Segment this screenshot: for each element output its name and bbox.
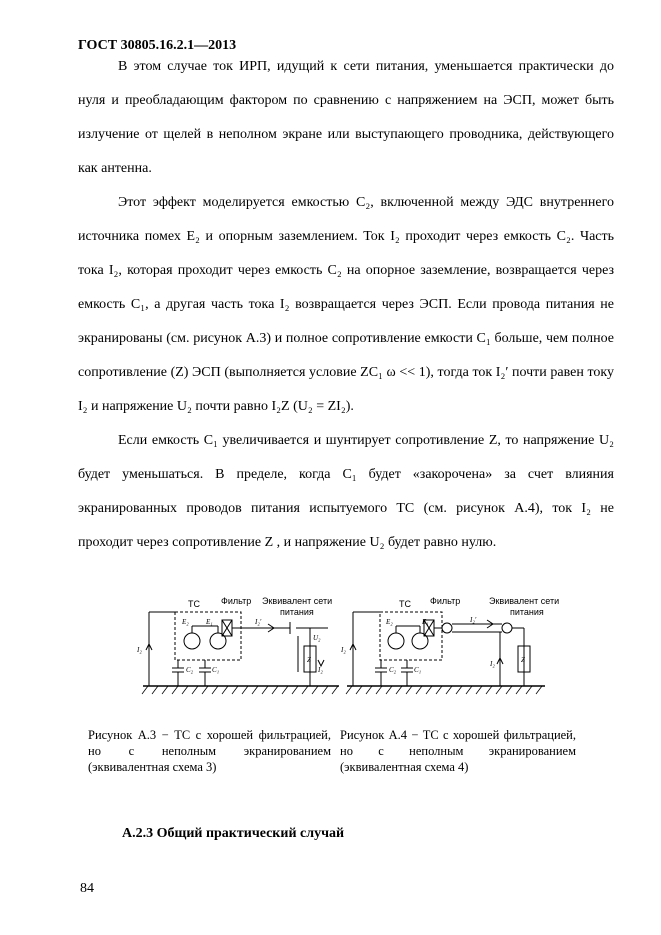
fig-a3-z-label: Z xyxy=(307,656,311,664)
figure-a4-diagram xyxy=(346,612,545,694)
fig-a4-c2-label: C₂ xyxy=(389,666,397,674)
fig-a4-tc-label: ТС xyxy=(399,599,411,609)
fig-a3-i2-left-label: I₂ xyxy=(137,646,142,654)
section-heading: А.2.3 Общий практический случай xyxy=(122,826,345,841)
fig-a3-c1-label: C₁ xyxy=(212,666,220,674)
fig-a4-i2-right-label: I₂ xyxy=(490,660,495,668)
figure-a3-diagram xyxy=(142,612,339,694)
paragraph-1: В этом случае ток ИРП, идущий к сети питания, уменьшается практически до нуля и преобладающим фактором по сравнению с напряжением на ЭСП, может быть излучение от щелей в неполном экране или выступающего проводника, действующего как антенна. xyxy=(78,59,614,176)
fig-a3-i2-right-label: I₂ xyxy=(318,666,323,674)
page-number: 84 xyxy=(80,881,94,896)
paragraph-3: Если емкость C₁ увеличивается и шунтирует сопротивление Z, то напряжение U₂ будет уменьшаться. В пределе, когда C₁ будет «закорочена» за счет влияния экранированных проводов питания испытуемого ТС (см. рисунок А.4), ток I₂ не проходит через сопротивление Z , и напряжение U₂ будет равно нулю. xyxy=(78,433,614,550)
fig-a3-tc-label: ТС xyxy=(188,599,200,609)
figure-a3-caption: Рисунок А.3 − ТС с хорошей фильтрацией, но с неполным экранированием (эквивалентная схема 3) xyxy=(88,728,331,774)
fig-a4-z-label: Z xyxy=(521,656,525,664)
fig-a3-equiv-label-2: питания xyxy=(280,607,314,617)
document-header: ГОСТ 30805.16.2.1—2013 xyxy=(78,38,237,53)
fig-a4-e1-label: E₁ xyxy=(422,618,429,626)
fig-a3-i2-prime-label: I₂′ xyxy=(255,618,262,626)
paragraph-2: Этот эффект моделируется емкостью C₂, включенной между ЭДС внутреннего источника помех E₂ и опорным заземлением. Ток I₂ проходит через емкость C₂. Часть тока I₂, которая проходит через емкость C₂ на опорное заземление, возвращается через емкость C₁, а другая часть тока I₂ возвращается через ЭСП. Если провода питания не экранированы (см. рисунок А.3) и полное сопротивление емкости C₁ больше, чем полное сопротивление (Z) ЭСП (выполняется условие ZC₁ ω << 1), тогда ток I₂′ почти равен току I₂ и напряжение U₂ почти равно I₂Z (U₂ = ZI₂). xyxy=(78,195,614,414)
fig-a3-c2-label: C₂ xyxy=(186,666,194,674)
fig-a3-u2-label: U₂ xyxy=(313,634,321,642)
fig-a3-e2-label: E₂ xyxy=(182,618,189,626)
fig-a3-equiv-label-1: Эквивалент сети xyxy=(262,596,333,606)
fig-a3-filter-label: Фильтр xyxy=(221,596,252,606)
fig-a4-equiv-label-2: питания xyxy=(510,607,544,617)
fig-a4-filter-label: Фильтр xyxy=(430,596,461,606)
figure-a4-caption: Рисунок А.4 − ТС с хорошей фильтрацией, но с неполным экранированием (эквивалентная схема 4) xyxy=(340,728,576,774)
fig-a4-equiv-label-1: Эквивалент сети xyxy=(489,596,560,606)
fig-a4-c1-label: C₁ xyxy=(414,666,422,674)
fig-a4-e2-label: E₂ xyxy=(386,618,393,626)
fig-a4-i2-left-label: I₂ xyxy=(341,646,346,654)
fig-a3-e1-label: E₁ xyxy=(206,618,213,626)
fig-a4-i2-prime-label: I₂′ xyxy=(470,616,477,624)
